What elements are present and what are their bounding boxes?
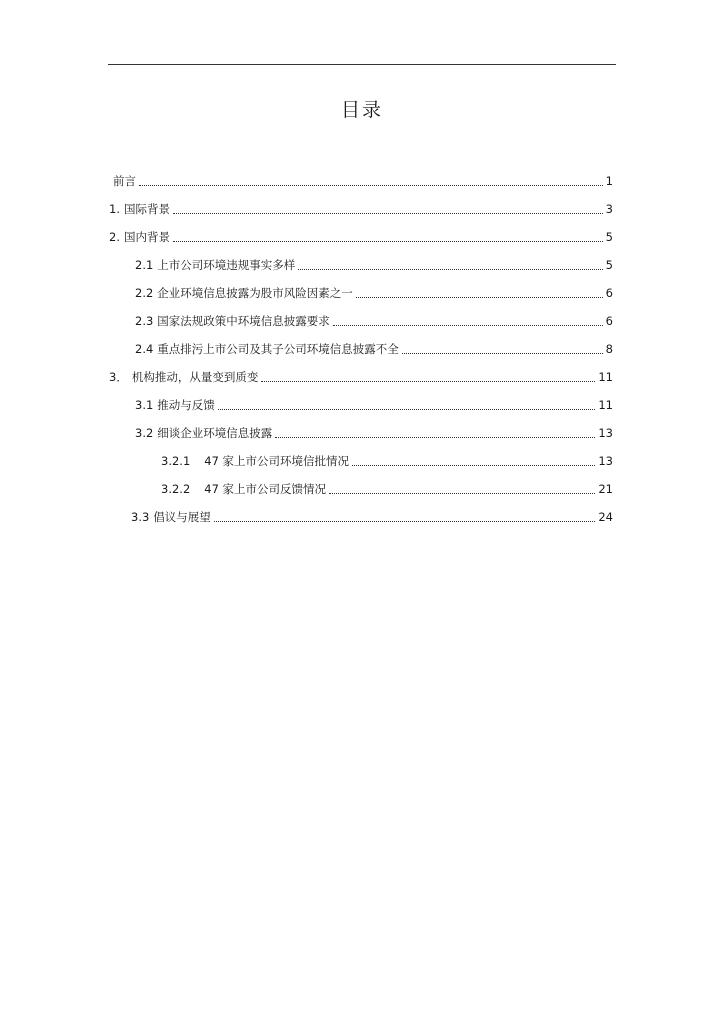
toc-dot-leader xyxy=(356,285,603,298)
toc-entry-page: 3 xyxy=(605,202,613,216)
toc-entry-page: 13 xyxy=(598,454,613,468)
toc-dot-leader xyxy=(214,509,596,522)
toc-entry-number: 3.2 xyxy=(135,426,154,440)
toc-entry-number: 2. xyxy=(109,230,120,244)
toc-entry-2[interactable] xyxy=(109,226,613,244)
toc-entry-text: 推动与反馈 xyxy=(157,398,215,412)
toc-entry-label xyxy=(135,286,353,300)
toc-entry-page: 6 xyxy=(605,314,613,328)
toc-entry-3-2[interactable] xyxy=(135,422,613,440)
toc-entry-label xyxy=(109,174,136,188)
toc-entry-text: 47 家上市公司环境信批情况 xyxy=(204,454,350,468)
toc-entry-number: 3.1 xyxy=(135,398,154,412)
toc-entry-label xyxy=(109,202,170,216)
toc-dot-leader xyxy=(275,425,595,438)
toc-entry-label xyxy=(135,314,330,328)
toc-entry-page: 5 xyxy=(605,258,613,272)
toc-entry-text: 国家法规政策中环境信息披露要求 xyxy=(157,314,330,328)
toc-dot-leader xyxy=(173,229,603,242)
toc-dot-leader xyxy=(173,201,603,214)
toc-entry-text: 47 家上市公司反馈情况 xyxy=(204,482,327,496)
toc-entry-label xyxy=(135,342,399,356)
toc-entry-text: 企业环境信息披露为股市风险因素之一 xyxy=(157,286,353,300)
toc-dot-leader xyxy=(402,341,603,354)
toc-entry-label xyxy=(135,398,215,412)
toc-entry-page: 11 xyxy=(598,398,613,412)
toc-dot-leader xyxy=(352,453,595,466)
toc-entry-number: 3.2.2 xyxy=(161,482,191,496)
header-rule xyxy=(108,64,616,65)
toc-entry-text: 上市公司环境违规事实多样 xyxy=(157,258,296,272)
toc-entry-number: 2.1 xyxy=(135,258,154,272)
toc-entry-label xyxy=(161,482,326,496)
toc-entry-number: 3． xyxy=(109,370,128,384)
toc-entry-label xyxy=(135,258,295,272)
toc-dot-leader xyxy=(298,257,602,270)
toc-entry-2-3[interactable] xyxy=(135,310,613,328)
toc-title: 目录 xyxy=(340,99,383,121)
toc-dot-leader xyxy=(139,173,603,186)
toc-entry-text: 前言 xyxy=(113,174,136,188)
toc-dot-leader xyxy=(329,481,595,494)
toc-entry-text: 重点排污上市公司及其子公司环境信息披露不全 xyxy=(157,342,399,356)
toc-entry-preface[interactable] xyxy=(109,170,613,188)
toc-entry-label xyxy=(161,454,349,468)
toc-entry-3[interactable] xyxy=(109,366,613,384)
toc-entry-page: 6 xyxy=(605,286,613,300)
toc-entry-page: 24 xyxy=(598,510,613,524)
toc-entry-3-3[interactable] xyxy=(131,506,613,524)
toc-entry-label xyxy=(109,230,170,244)
toc-entry-number: 3.2.1 xyxy=(161,454,191,468)
toc-entry-page: 13 xyxy=(598,426,613,440)
toc-entry-page: 11 xyxy=(598,370,613,384)
toc-entry-number: 2.4 xyxy=(135,342,154,356)
toc-entry-2-2[interactable] xyxy=(135,282,613,300)
toc-entry-text: 机构推动，从量变到质变 xyxy=(131,370,259,384)
toc-entry-label xyxy=(135,426,272,440)
toc-entry-label xyxy=(131,510,211,524)
toc-entry-page: 5 xyxy=(605,230,613,244)
toc-entry-page: 8 xyxy=(605,342,613,356)
toc-entry-3-2-1[interactable] xyxy=(161,450,613,468)
toc-entry-3-2-2[interactable] xyxy=(161,478,613,496)
toc-entry-number: 2.3 xyxy=(135,314,154,328)
toc-entry-1[interactable] xyxy=(109,198,613,216)
toc-entry-number: 2.2 xyxy=(135,286,154,300)
toc-dot-leader xyxy=(261,369,595,382)
toc-entry-text: 国内背景 xyxy=(123,230,170,244)
toc-entry-text: 倡议与展望 xyxy=(153,510,211,524)
toc-entry-2-1[interactable] xyxy=(135,254,613,272)
toc-entry-number: 1. xyxy=(109,202,120,216)
toc-dot-leader xyxy=(218,397,596,410)
toc-dot-leader xyxy=(333,313,603,326)
toc-entry-number: 3.3 xyxy=(131,510,150,524)
toc-entry-text: 细谈企业环境信息披露 xyxy=(157,426,273,440)
toc-entry-text: 国际背景 xyxy=(123,202,170,216)
toc-entry-3-1[interactable] xyxy=(135,394,613,412)
toc-entry-label xyxy=(109,370,258,384)
toc-entry-page: 21 xyxy=(598,482,613,496)
toc-entry-page: 1 xyxy=(605,174,613,188)
toc-entry-2-4[interactable] xyxy=(135,338,613,356)
